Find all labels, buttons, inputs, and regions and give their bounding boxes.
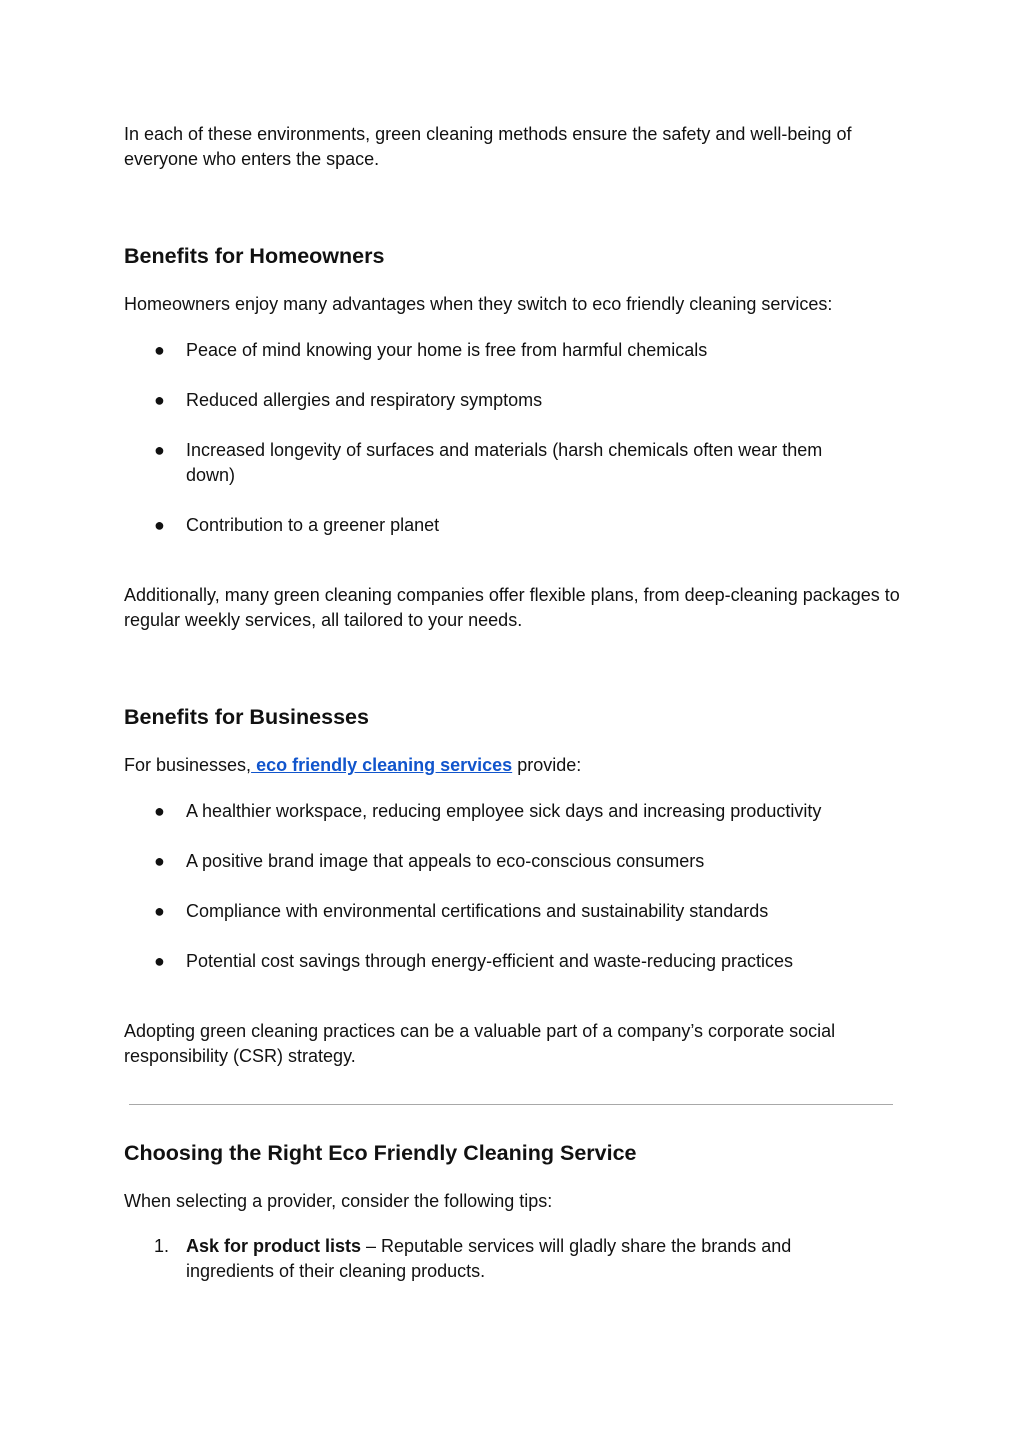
bullet-icon: ●	[154, 390, 165, 410]
list-item	[124, 949, 864, 974]
heading-homeowners: Benefits for Homeowners	[124, 244, 385, 268]
bullet-icon: ●	[154, 440, 165, 460]
businesses-lead-start: For businesses,	[124, 755, 252, 775]
tip-description: – Reputable services will gladly share the brands and ingredients of their cleaning products.	[186, 1236, 792, 1281]
bullet-icon: ●	[154, 515, 165, 535]
list-item	[124, 899, 864, 924]
tip-title: Ask for product lists	[186, 1236, 362, 1256]
bullet-icon: ●	[154, 901, 165, 921]
list-item	[124, 388, 864, 413]
bullet-icon: ●	[154, 851, 165, 871]
homeowners-lead: Homeowners enjoy many advantages when they switch to eco friendly cleaning services:	[124, 294, 833, 314]
list-item	[124, 438, 864, 488]
choosing-lead: When selecting a provider, consider the following tips:	[124, 1191, 553, 1211]
list-item-text	[186, 1234, 864, 1284]
bullet-icon: ●	[154, 801, 165, 821]
list-item	[124, 338, 864, 363]
bullet-icon: ●	[154, 340, 165, 360]
list-item-text: Increased longevity of surfaces and materials (harsh chemicals often wear them down)	[186, 440, 823, 485]
list-item-text: Peace of mind knowing your home is free from harmful chemicals	[186, 340, 708, 360]
homeowners-closing: Additionally, many green cleaning companies offer flexible plans, from deep-cleaning packages to regular weekly services, all tailored to your needs.	[124, 585, 900, 630]
list-item	[124, 849, 864, 874]
list-item-text: Reduced allergies and respiratory symptoms	[186, 390, 543, 410]
list-item	[124, 1234, 864, 1284]
bullet-icon: ●	[154, 951, 165, 971]
list-item	[124, 513, 864, 538]
list-number: 1.	[154, 1236, 170, 1256]
eco-friendly-cleaning-services-link[interactable]: eco friendly cleaning services	[251, 755, 513, 775]
list-item-text: A positive brand image that appeals to eco-conscious consumers	[186, 851, 705, 871]
businesses-lead-end: provide:	[512, 755, 582, 775]
businesses-closing: Adopting green cleaning practices can be a valuable part of a company’s corporate social responsibility (CSR) strategy.	[124, 1021, 836, 1066]
list-item-text: Potential cost savings through energy-efficient and waste-reducing practices	[186, 951, 794, 971]
list-item	[124, 799, 864, 824]
heading-businesses: Benefits for Businesses	[124, 705, 369, 729]
list-item-text: Compliance with environmental certifications and sustainability standards	[186, 901, 769, 921]
list-item-text: A healthier workspace, reducing employee sick days and increasing productivity	[186, 801, 822, 821]
list-item-text: Contribution to a greener planet	[186, 515, 440, 535]
intro-paragraph: In each of these environments, green cleaning methods ensure the safety and well-being of everyone who enters the space.	[124, 124, 852, 169]
horizontal-divider	[129, 1104, 893, 1105]
businesses-lead	[124, 753, 904, 778]
heading-choosing: Choosing the Right Eco Friendly Cleaning Service	[124, 1141, 637, 1165]
